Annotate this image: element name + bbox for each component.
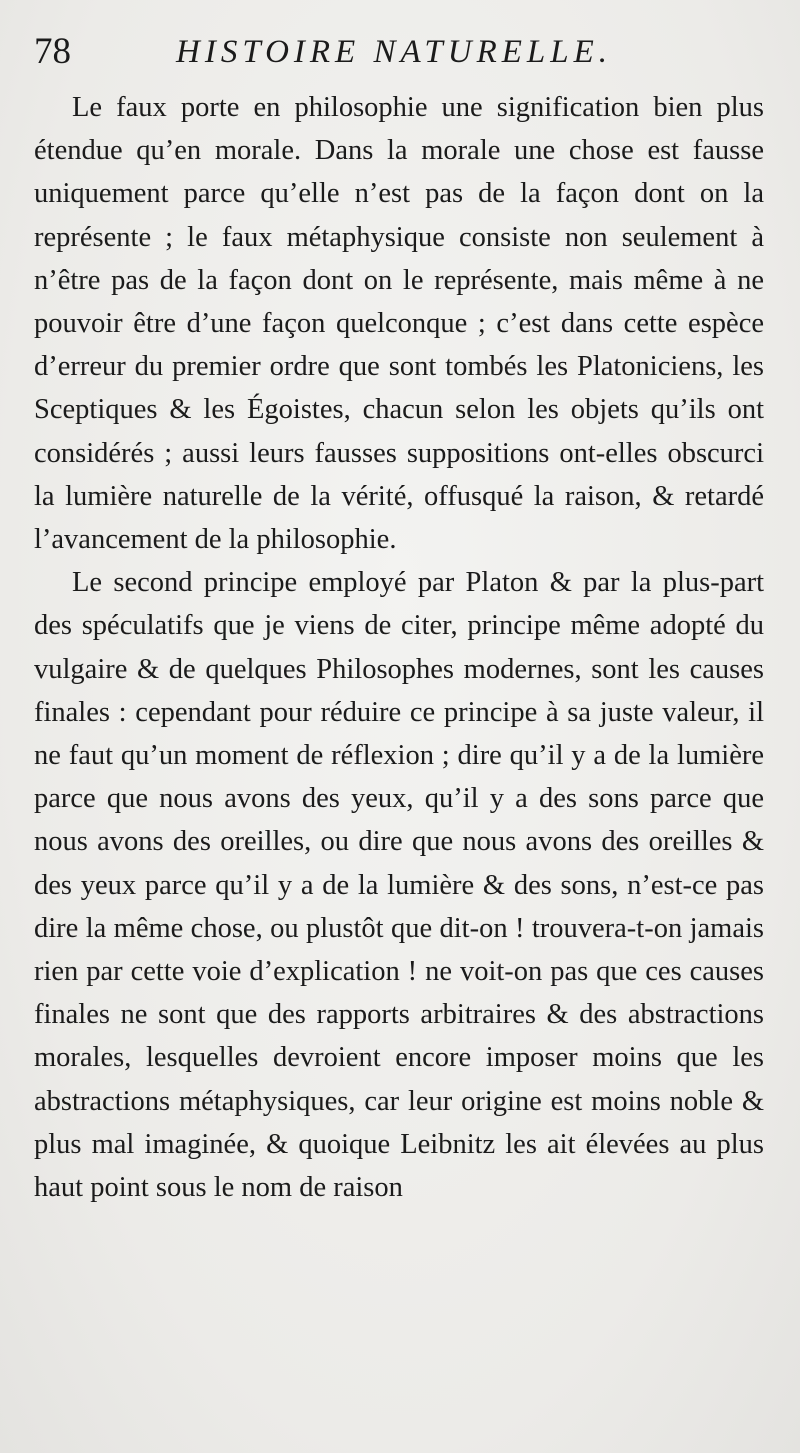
page-number: 78 — [34, 31, 71, 72]
page-header — [34, 28, 764, 78]
paragraph-1: Le faux porte en philosophie une signification bien plus étendue qu’en morale. Dans la morale une chose est fausse uniquement parce qu’elle n’est pas de la façon dont on la représente ; le faux métaphysique consiste non seulement à n’être pas de la façon dont on le représente, mais même à ne pouvoir être d’une façon quelconque ; c’est dans cette espèce d’erreur du premier ordre que sont tombés les Platoniciens, les Sceptiques & les Égoistes, chacun selon les objets qu’ils ont considérés ; aussi leurs fausses suppositions ont-elles obscurci la lumière naturelle de la vérité, offusqué la raison, & retardé l’avancement de la philosophie. — [34, 92, 764, 556]
paragraph-2: Le second principe employé par Platon & par la plus-part des spéculatifs que je viens de citer, principe même adopté du vulgaire & de quelques Philosophes modernes, sont les causes finales : cependant pour réduire ce principe à sa juste valeur, il ne faut qu’un moment de réflexion ; dire qu’il y a de la lumière parce que nous avons des yeux, qu’il y a des sons parce que nous avons des oreilles, ou dire que nous avons des oreilles & des yeux parce qu’il y a de la lumière & des sons, n’est-ce pas dire la même chose, ou plustôt que dit-on ! trouvera-t-on jamais rien par cette voie d’explication ! ne voit-on pas que ces causes finales ne sont que des rapports arbitraires & des abstractions morales, lesquelles devroient encore imposer moins que les abstractions métaphysiques, car leur origine est moins noble & plus mal imaginée, & quoique Leibnitz les ait élevées au plus haut point sous le nom de raison — [34, 567, 764, 1204]
running-head: HISTOIRE NATURELLE. — [176, 34, 613, 70]
body-text — [34, 86, 764, 1209]
